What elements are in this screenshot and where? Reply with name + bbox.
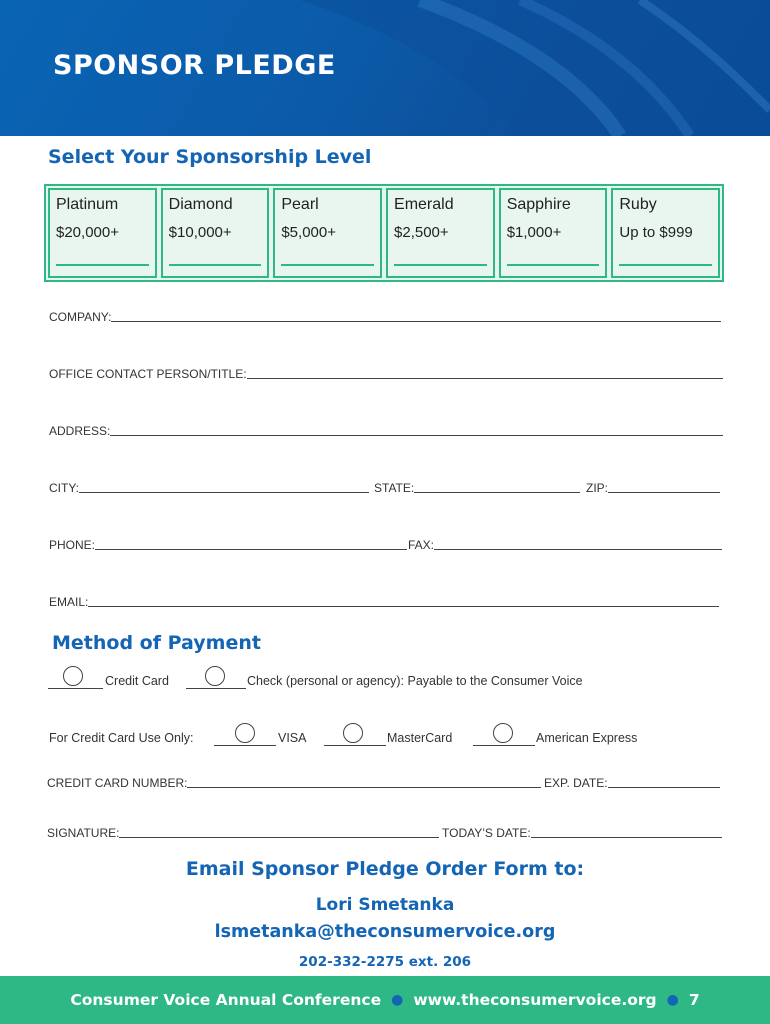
amex-label: American Express [536, 731, 638, 745]
credit-card-label: Credit Card [105, 674, 169, 688]
address-label: ADDRESS: [49, 424, 111, 438]
level-amount: $2,500+ [394, 224, 449, 241]
level-amount: Up to $999 [619, 224, 693, 241]
level-amount: $1,000+ [506, 224, 562, 241]
sponsorship-level-heading: Select Your Sponsorship Level [48, 146, 372, 168]
footer-website-link[interactable]: www.theconsumervoice.org [413, 991, 657, 1009]
level-name: Emerald [394, 196, 454, 213]
fax-label: FAX: [408, 538, 435, 552]
email-label: EMAIL: [49, 595, 89, 609]
card-number-field[interactable] [47, 776, 541, 790]
level-select-line[interactable] [619, 264, 712, 266]
city-field[interactable] [49, 481, 369, 495]
city-label: CITY: [49, 481, 80, 495]
bullet-icon: ● [391, 992, 404, 1008]
check-label: Check (personal or agency): Payable to the Consumer Voice [247, 674, 583, 688]
state-label: STATE: [374, 481, 415, 495]
phone-label: PHONE: [49, 538, 96, 552]
sponsorship-levels [44, 184, 724, 282]
level-select-line[interactable] [507, 264, 600, 266]
contact-phone: 202-332-2275 ext. 206 [298, 954, 472, 970]
level-select-line[interactable] [394, 264, 487, 266]
address-field[interactable] [49, 424, 723, 438]
footer-page-number: 7 [688, 991, 700, 1009]
level-option-emerald[interactable] [386, 188, 495, 278]
payment-heading: Method of Payment [52, 632, 261, 654]
level-select-line[interactable] [56, 264, 149, 266]
company-label: COMPANY: [49, 310, 112, 324]
signature-label: SIGNATURE: [47, 826, 120, 840]
address-line[interactable] [110, 434, 723, 436]
level-option-sapphire[interactable] [499, 188, 608, 278]
visa-label: VISA [278, 731, 307, 745]
level-amount: $10,000+ [168, 224, 232, 241]
footer-conference: Consumer Voice Annual Conference [70, 991, 382, 1009]
contact-person-label: OFFICE CONTACT PERSON/TITLE: [49, 367, 247, 381]
mastercard-label: MasterCard [387, 731, 453, 745]
level-name: Pearl [281, 196, 319, 213]
visa-checkbox[interactable] [235, 723, 255, 743]
credit-card-checkbox[interactable] [63, 666, 83, 686]
fax-line[interactable] [434, 548, 722, 550]
exp-date-label: EXP. DATE: [544, 776, 608, 790]
company-field[interactable] [49, 310, 721, 324]
level-amount: $5,000+ [281, 224, 336, 241]
level-amount: $20,000+ [56, 224, 119, 241]
todays-date-label: TODAY’S DATE: [442, 826, 531, 840]
level-option-pearl[interactable] [273, 188, 382, 278]
fax-field[interactable] [408, 538, 722, 552]
level-name: Diamond [168, 196, 233, 213]
check-checkbox[interactable] [205, 666, 225, 686]
email-field[interactable] [49, 595, 719, 609]
phone-line[interactable] [95, 548, 407, 550]
exp-date-field[interactable] [544, 776, 720, 790]
zip-line[interactable] [608, 491, 720, 493]
company-line[interactable] [111, 320, 721, 322]
email-line[interactable] [88, 605, 719, 607]
page-footer [0, 976, 770, 1024]
level-select-line[interactable] [281, 264, 374, 266]
level-select-line[interactable] [169, 264, 262, 266]
contact-name: Lori Smetanka [315, 895, 455, 915]
contact-email-link[interactable]: lsmetanka@theconsumervoice.org [214, 922, 556, 942]
card-number-label: CREDIT CARD NUMBER: [47, 776, 188, 790]
state-field[interactable] [374, 481, 580, 495]
page-header [0, 0, 770, 136]
level-option-ruby[interactable] [611, 188, 720, 278]
todays-date-field[interactable] [442, 826, 722, 840]
page-title: SPONSOR PLEDGE [53, 50, 336, 81]
todays-date-line[interactable] [531, 836, 722, 838]
signature-field[interactable] [47, 826, 439, 840]
exp-date-line[interactable] [608, 786, 720, 788]
city-line[interactable] [79, 491, 369, 493]
mastercard-checkbox[interactable] [343, 723, 363, 743]
contact-person-line[interactable] [247, 377, 723, 379]
zip-field[interactable] [586, 481, 720, 495]
amex-checkbox[interactable] [493, 723, 513, 743]
zip-label: ZIP: [586, 481, 609, 495]
level-name: Platinum [56, 196, 119, 213]
bullet-icon: ● [666, 992, 679, 1008]
phone-field[interactable] [49, 538, 407, 552]
level-option-diamond[interactable] [161, 188, 270, 278]
card-use-label: For Credit Card Use Only: [49, 731, 194, 745]
level-option-platinum[interactable] [48, 188, 157, 278]
signature-line[interactable] [119, 836, 439, 838]
contact-person-field[interactable] [49, 367, 723, 381]
state-line[interactable] [414, 491, 580, 493]
card-number-line[interactable] [187, 786, 541, 788]
level-name: Ruby [619, 196, 657, 213]
email-form-heading: Email Sponsor Pledge Order Form to: [185, 858, 585, 880]
level-name: Sapphire [506, 196, 571, 213]
